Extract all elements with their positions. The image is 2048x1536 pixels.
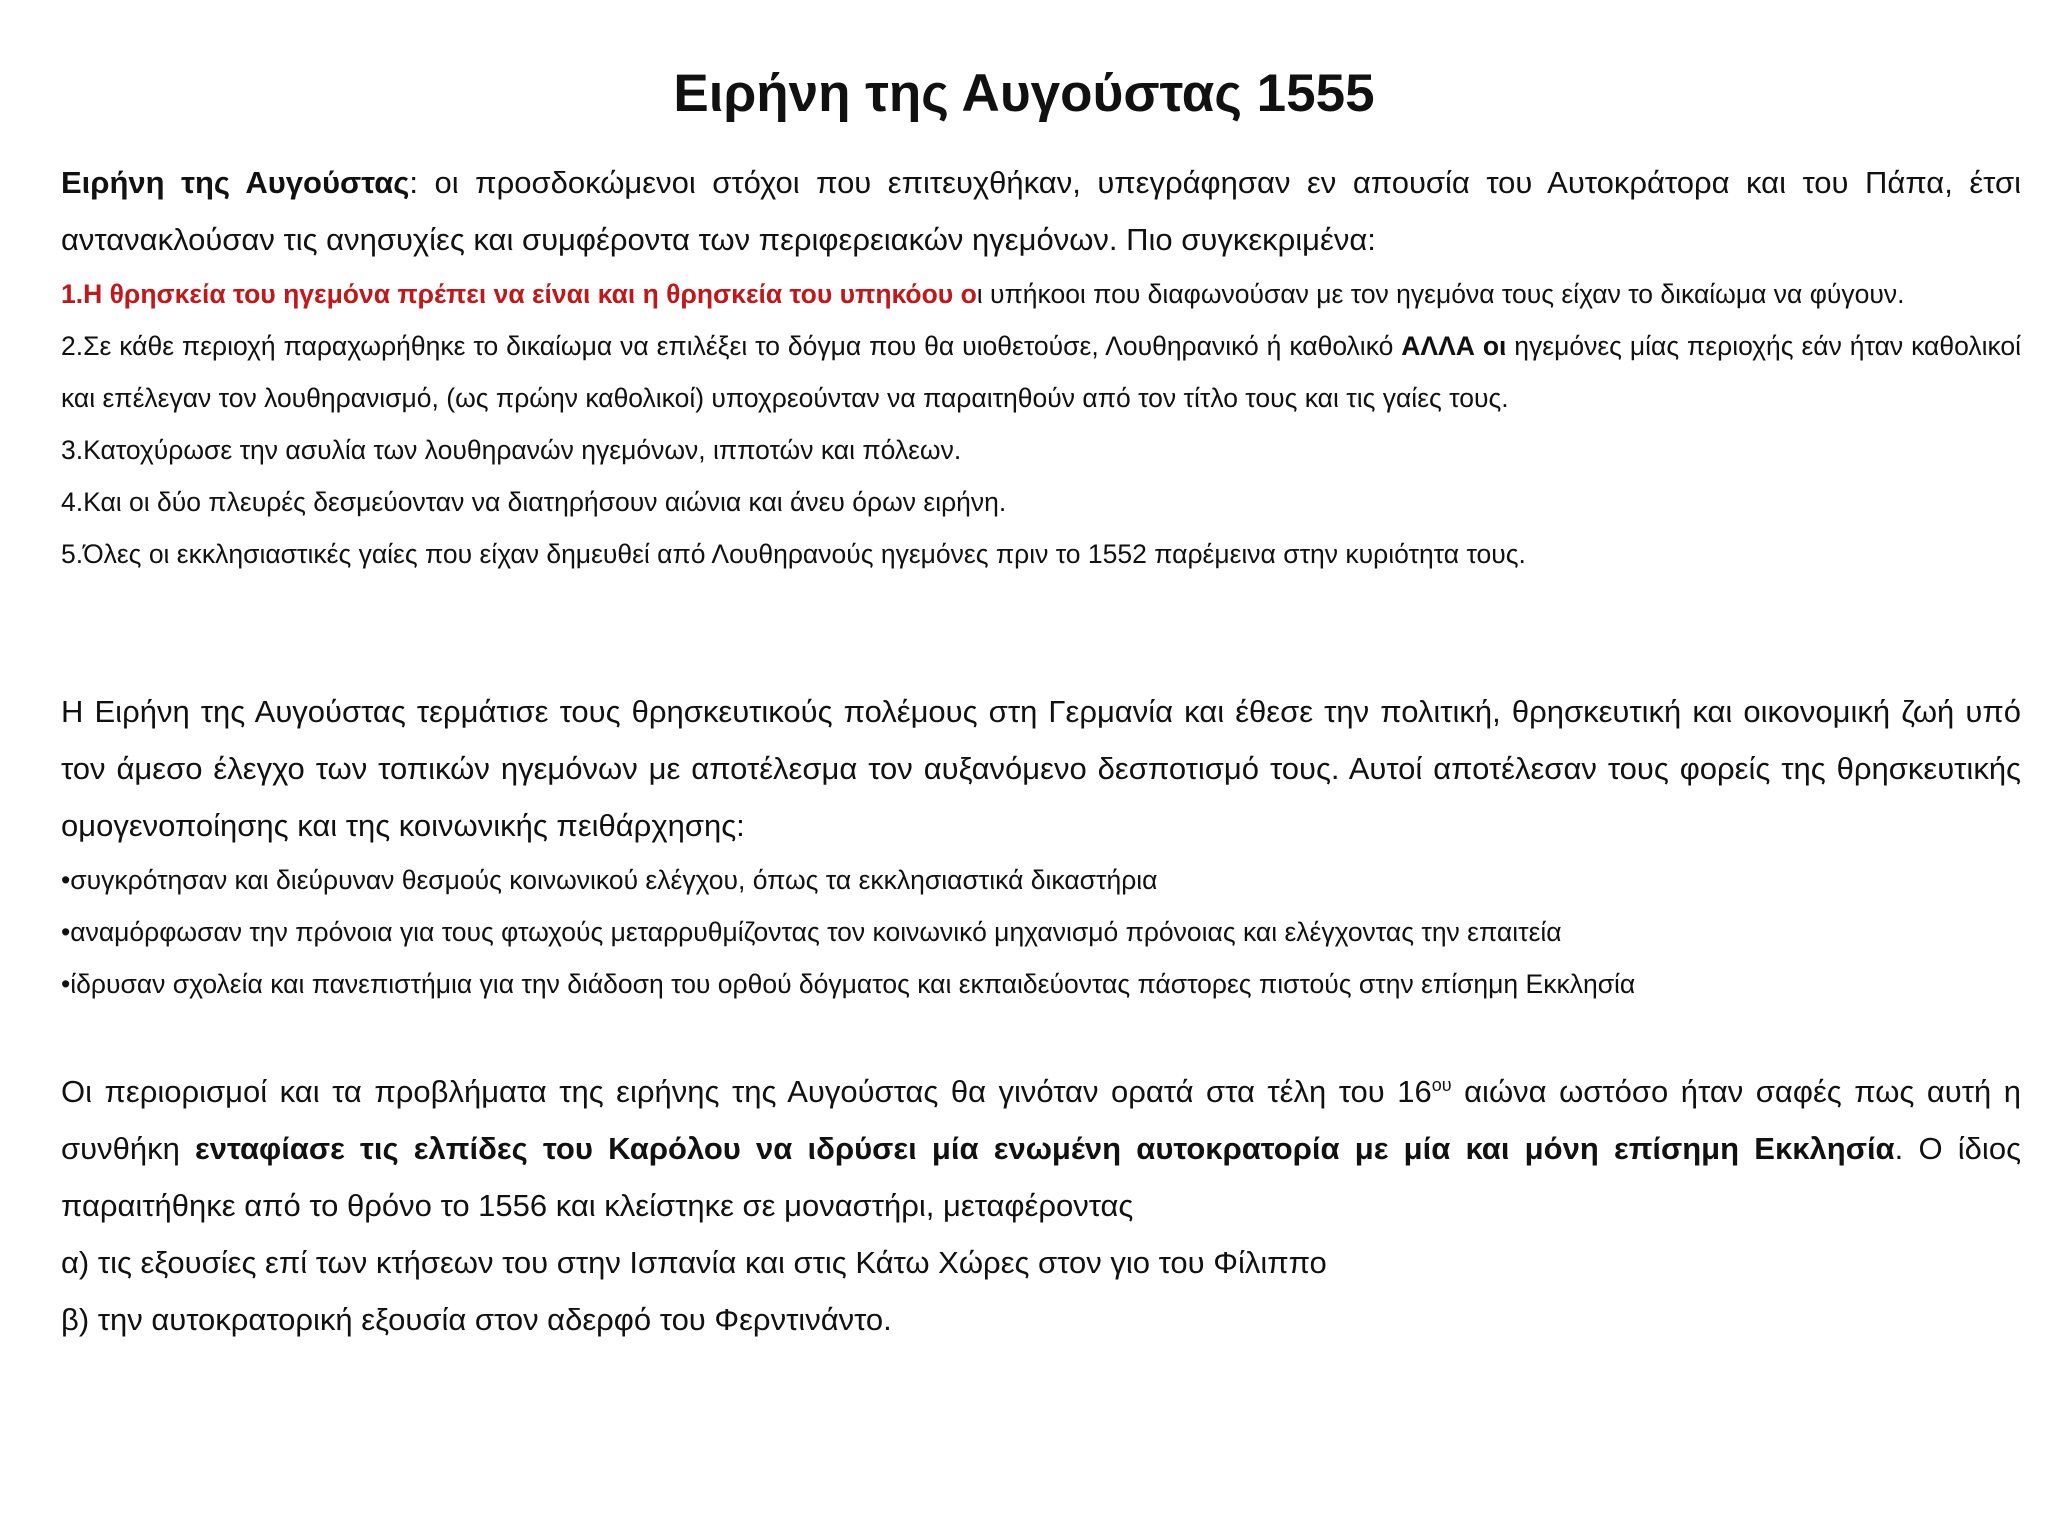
intro-paragraph — [61, 154, 2021, 268]
intro-text: : οι προσδοκώμενοι στόχοι που επιτευχθήκαν, υπεγράφησαν εν απουσία του Αυτοκράτορα και του Πάπα, έτσι αντανακλούσαν τις ανησυχίες και συμφέροντα των περιφερειακών ηγεμόνων. Πιο συγκεκριμένα: — [61, 165, 2021, 257]
point-4: 4.Και οι δύο πλευρές δεσμεύονταν να διατηρήσουν αιώνια και άνευ όρων ειρήνη. — [61, 487, 1007, 517]
point-1-text: ι υπήκοοι που διαφωνούσαν με τον ηγεμόνα τους είχαν το δικαίωμα να φύγουν. — [976, 279, 1905, 309]
ordinal-superscript: ου — [1431, 1075, 1452, 1095]
bullet-item: •ίδρυσαν σχολεία και πανεπιστήμια για την διάδοση του ορθού δόγματος και εκπαιδεύοντας πάστορες πιστούς στην επίσημη Εκκλησία — [61, 969, 1636, 999]
section-3-item-b: β) την αυτοκρατορική εξουσία στον αδερφό του Φερντινάντο. — [61, 1302, 892, 1337]
point-1 — [61, 268, 2021, 320]
intro-bold-lead: Ειρήνη της Αυγούστας — [61, 165, 410, 200]
page-title: Ειρήνη της Αυγούστας 1555 — [673, 64, 1375, 123]
bullet-item: •συγκρότησαν και διεύρυναν θεσμούς κοινωνικού ελέγχου, όπως τα εκκλησιαστικά δικαστήρια — [61, 865, 1158, 895]
point-5: 5.Όλες οι εκκλησιαστικές γαίες που είχαν δημευθεί από Λουθηρανούς ηγεμόνες πριν το 1552 παρέμεινα στην κυριότητα τους. — [61, 539, 1526, 569]
point-2-text-b: ηγεμόνες μίας περιοχής εάν ήταν καθολικοί και επέλεγαν τον λουθηρανισμό, (ως πρώην καθολικοί) υποχρεούνταν να παραιτηθούν από τον τίτλο τους και τις γαίες τους. — [61, 331, 2022, 413]
point-2 — [61, 320, 2021, 424]
point-1-highlight: 1.Η θρησκεία του ηγεμόνα πρέπει να είναι και η θρησκεία του υπηκόου ο — [61, 279, 977, 309]
section-2 — [61, 683, 2021, 854]
intro-section — [61, 154, 2021, 268]
section-2-paragraph: Η Ειρήνη της Αυγούστας τερμάτισε τους θρησκευτικούς πολέμους στη Γερμανία και έθεσε την πολιτική, θρησκευτική και οικονομική ζωή υπό τον άμεσο έλεγχο των τοπικών ηγεμόνων με αποτέλεσμα τον αυξανόμενο δεσποτισμό τους. Αυτοί αποτέλεσαν τους φορείς της θρησκευτικής ομογενοποίησης και της κοινωνικής πειθάρχησης: — [61, 694, 2021, 843]
section-3-text-c: . Ο ίδιος παραιτήθηκε από το θρόνο το 1556 και κλείστηκε σε μοναστήρι, μεταφέροντας — [61, 1131, 2022, 1223]
point-2-text-a: 2.Σε κάθε περιοχή παραχωρήθηκε το δικαίωμα να επιλέξει το δόγμα που θα υιοθετούσε, Λουθηρανικό ή καθολικό — [61, 331, 1402, 361]
section-3-item-a: α) τις εξουσίες επί των κτήσεων του στην Ισπανία και στις Κάτω Χώρες στον γιο του Φίλιππο — [61, 1245, 1327, 1280]
section-2-bullets — [61, 854, 2021, 1010]
bullet-item: •αναμόρφωσαν την πρόνοια για τους φτωχούς μεταρρυθμίζοντας τον κοινωνικό μηχανισμό πρόνοιας και ελέγχοντας την επαιτεία — [61, 917, 1562, 947]
section-3 — [61, 1063, 2021, 1348]
point-3: 3.Κατοχύρωσε την ασυλία των λουθηρανών ηγεμόνων, ιπποτών και πόλεων. — [61, 435, 962, 465]
section-3-paragraph — [61, 1063, 2021, 1234]
section-3-bold: ενταφίασε τις ελπίδες του Καρόλου να ιδρύσει μία ενωμένη αυτοκρατορία με μία και μόνη επίσημη Εκκλησία — [195, 1131, 1895, 1166]
point-2-bold: ΑΛΛΑ οι — [1401, 331, 1507, 361]
section-3-text-a: Οι περιορισμοί και τα προβλήματα της ειρήνης της Αυγούστας θα γινόταν ορατά στα τέλη του 16 — [61, 1074, 1432, 1109]
section-3-text-b: αιώνα ωστόσο ήταν σαφές πως αυτή η συνθήκη — [61, 1074, 2021, 1166]
points-list — [61, 268, 2021, 580]
